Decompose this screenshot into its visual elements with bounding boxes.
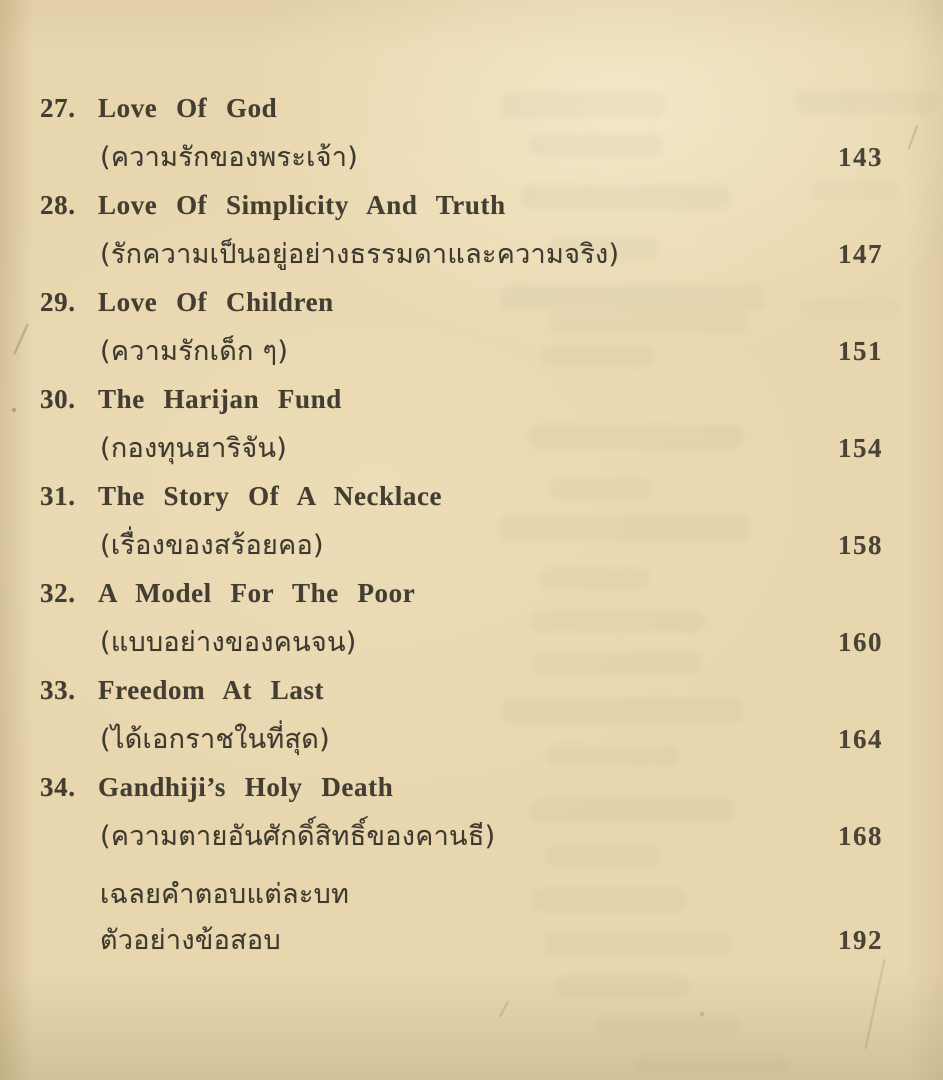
page-number: 168 (838, 821, 883, 851)
toc-entry-thai-line (0, 813, 943, 862)
paper-speck (700, 1012, 704, 1016)
page-number: 151 (838, 336, 883, 366)
toc-entry-title-line (0, 86, 943, 134)
chapter-title-thai: (แบบอย่างของคนจน) (100, 627, 357, 658)
toc-entry-thai-line (0, 716, 943, 765)
toc-entry (0, 765, 943, 862)
chapter-title-thai: (ความรักของพระเจ้า) (100, 142, 359, 173)
toc-entry-title-line (0, 474, 943, 522)
toc-extra-line (0, 874, 943, 919)
chapter-title-english: A Model For The Poor (98, 578, 416, 608)
extra-line-text: เฉลยคำตอบแต่ละบท (100, 879, 350, 910)
chapter-title-english: Freedom At Last (98, 675, 325, 705)
toc-entry-title-line (0, 183, 943, 231)
chapter-number: 30. (40, 384, 76, 414)
toc-entry (0, 86, 943, 183)
toc-entry (0, 183, 943, 280)
toc-entry-title-line (0, 765, 943, 813)
chapter-number: 27. (40, 93, 76, 123)
page-number: 143 (838, 142, 883, 172)
toc-entry-thai-line (0, 425, 943, 474)
extra-line-text: ตัวอย่างข้อสอบ (100, 925, 281, 956)
page-number: 164 (838, 724, 883, 754)
chapter-number: 31. (40, 481, 76, 511)
toc-entry-title-line (0, 571, 943, 619)
toc-entry-thai-line (0, 328, 943, 377)
toc-entry-thai-line (0, 134, 943, 183)
chapter-title-thai: (รักความเป็นอยู่อย่างธรรมดาและความจริง) (100, 239, 620, 270)
toc-entry (0, 377, 943, 474)
toc-entry-title-line (0, 668, 943, 716)
chapter-title-thai: (ได้เอกราชในที่สุด) (100, 724, 330, 755)
page-number: 192 (838, 925, 883, 955)
chapter-title-english: Love Of God (98, 93, 278, 123)
chapter-number: 33. (40, 675, 76, 705)
chapter-title-english: Love Of Simplicity And Truth (98, 190, 506, 220)
page-number: 147 (838, 239, 883, 269)
chapter-number: 28. (40, 190, 76, 220)
toc-entry-thai-line (0, 619, 943, 668)
chapter-title-english: The Harijan Fund (98, 384, 342, 414)
toc-entry (0, 571, 943, 668)
toc-entry (0, 280, 943, 377)
toc-entry (0, 474, 943, 571)
toc-extra-line (0, 919, 943, 964)
chapter-title-thai: (ความรักเด็ก ๆ) (100, 336, 289, 367)
chapter-number: 32. (40, 578, 76, 608)
toc-entry-title-line (0, 280, 943, 328)
chapter-number: 29. (40, 287, 76, 317)
chapter-title-english: Gandhiji’s Holy Death (98, 772, 394, 802)
toc-entry-title-line (0, 377, 943, 425)
toc-entry-thai-line (0, 231, 943, 280)
chapter-title-thai: (ความตายอันศักดิ์สิทธิ์ของคานธี) (100, 821, 496, 852)
page-number: 160 (838, 627, 883, 657)
chapter-title-english: The Story Of A Necklace (98, 481, 443, 511)
page-number: 154 (838, 433, 883, 463)
toc-entry (0, 668, 943, 765)
chapter-title-thai: (เรื่องของสร้อยคอ) (100, 530, 324, 561)
toc-entry-list (0, 86, 943, 862)
toc-extra-lines (0, 874, 943, 964)
page-number: 158 (838, 530, 883, 560)
paper-speck (12, 408, 16, 412)
chapter-number: 34. (40, 772, 76, 802)
chapter-title-english: Love Of Children (98, 287, 334, 317)
toc-entry-thai-line (0, 522, 943, 571)
chapter-title-thai: (กองทุนฮาริจัน) (100, 433, 288, 464)
